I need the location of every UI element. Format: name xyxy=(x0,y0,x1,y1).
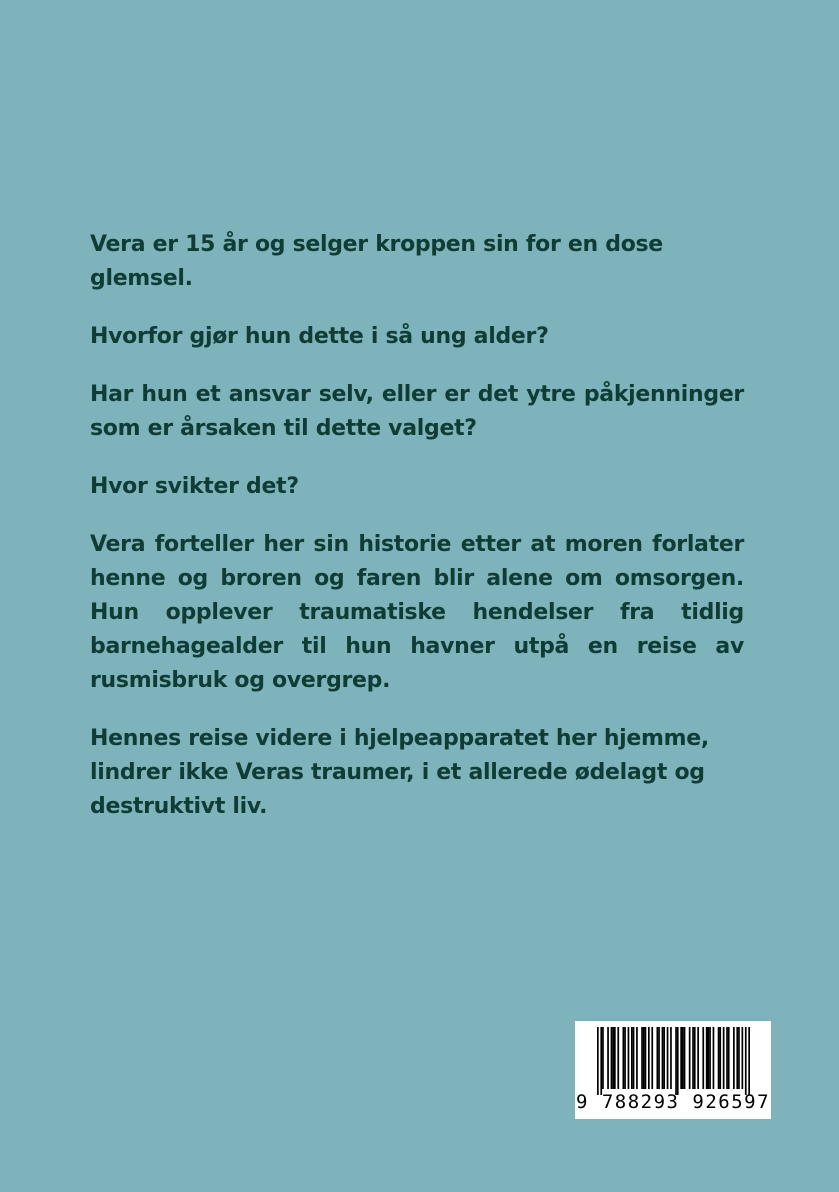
isbn-barcode xyxy=(575,1021,771,1119)
barcode-bar xyxy=(682,1027,684,1089)
barcode-bar xyxy=(614,1027,616,1089)
barcode-bar xyxy=(689,1027,691,1089)
barcode-bar xyxy=(748,1027,750,1095)
barcode-bar xyxy=(658,1027,660,1089)
barcode-bar xyxy=(713,1027,715,1089)
barcode-bar xyxy=(643,1027,645,1089)
barcode-bar xyxy=(645,1027,647,1089)
barcode-bar xyxy=(612,1027,614,1089)
blurb-paragraph-5: Vera forteller her sin historie etter at moren forlater henne og broren og faren blir alene om omsorgen. Hun opplever traumatiske hendelser fra tidlig barnehagealder til hun havner utpå en reise av rusmisbruk og overgrep. xyxy=(90,532,744,693)
barcode-bar xyxy=(738,1027,740,1089)
barcode-bar xyxy=(726,1027,728,1089)
isbn-digits: 9 788293 926597 xyxy=(575,1091,771,1113)
barcode-bar xyxy=(697,1027,699,1089)
barcode-bar xyxy=(670,1027,672,1089)
barcode-bar xyxy=(718,1027,720,1089)
barcode-bar xyxy=(607,1027,609,1089)
barcode-bar xyxy=(662,1027,664,1089)
barcode-bar xyxy=(611,1027,613,1089)
blurb-paragraph-6: Hennes reise videre i hjelpeapparatet her hjemme, lindrer ikke Veras traumer, i et allerede ødelagt og destruktivt liv. xyxy=(90,726,709,819)
barcode-bar xyxy=(624,1027,626,1089)
barcode-bar xyxy=(667,1027,669,1089)
barcode-bar xyxy=(692,1027,694,1089)
barcode-bar xyxy=(708,1027,710,1089)
barcode-bar xyxy=(628,1027,630,1089)
barcode-bar xyxy=(684,1027,686,1089)
barcode-bar xyxy=(694,1027,696,1089)
barcode-bar xyxy=(733,1027,735,1089)
barcode-bar xyxy=(657,1027,659,1089)
barcode-bar xyxy=(675,1027,677,1095)
barcode-bar xyxy=(742,1027,744,1089)
barcode-bar xyxy=(641,1027,643,1089)
barcode-bar xyxy=(677,1027,679,1095)
blurb-paragraph-1: Vera er 15 år og selger kroppen sin for en dose glemsel. xyxy=(90,232,663,291)
barcode-bar xyxy=(597,1027,599,1095)
barcode-bar xyxy=(631,1027,633,1089)
barcode-bar xyxy=(745,1027,747,1095)
barcode-bar xyxy=(723,1027,725,1089)
barcode-bar xyxy=(728,1027,730,1089)
barcode-bar xyxy=(623,1027,625,1089)
barcode-bar xyxy=(648,1027,650,1089)
barcode-bar xyxy=(709,1027,711,1089)
blurb-paragraph-4: Hvor svikter det? xyxy=(90,474,299,499)
barcode-bar xyxy=(680,1027,682,1089)
blurb-paragraph-2: Hvorfor gjør hun dette i så ung alder? xyxy=(90,324,549,349)
barcode-bar xyxy=(636,1027,638,1089)
barcode-bar xyxy=(719,1027,721,1089)
barcode-bar xyxy=(663,1027,665,1089)
barcode-bar xyxy=(602,1027,604,1089)
barcode-bar xyxy=(702,1027,704,1089)
barcode-bar xyxy=(651,1027,653,1089)
barcode-bar xyxy=(600,1027,602,1095)
barcode-bar xyxy=(633,1027,635,1089)
barcode-bar xyxy=(706,1027,708,1089)
barcode-bar xyxy=(736,1027,738,1089)
back-cover-blurb xyxy=(90,228,744,848)
barcode-bar xyxy=(617,1027,619,1089)
blurb-paragraph-3: Har hun et ansvar selv, eller er det ytre påkjenninger som er årsaken til dette valget? xyxy=(90,382,744,441)
